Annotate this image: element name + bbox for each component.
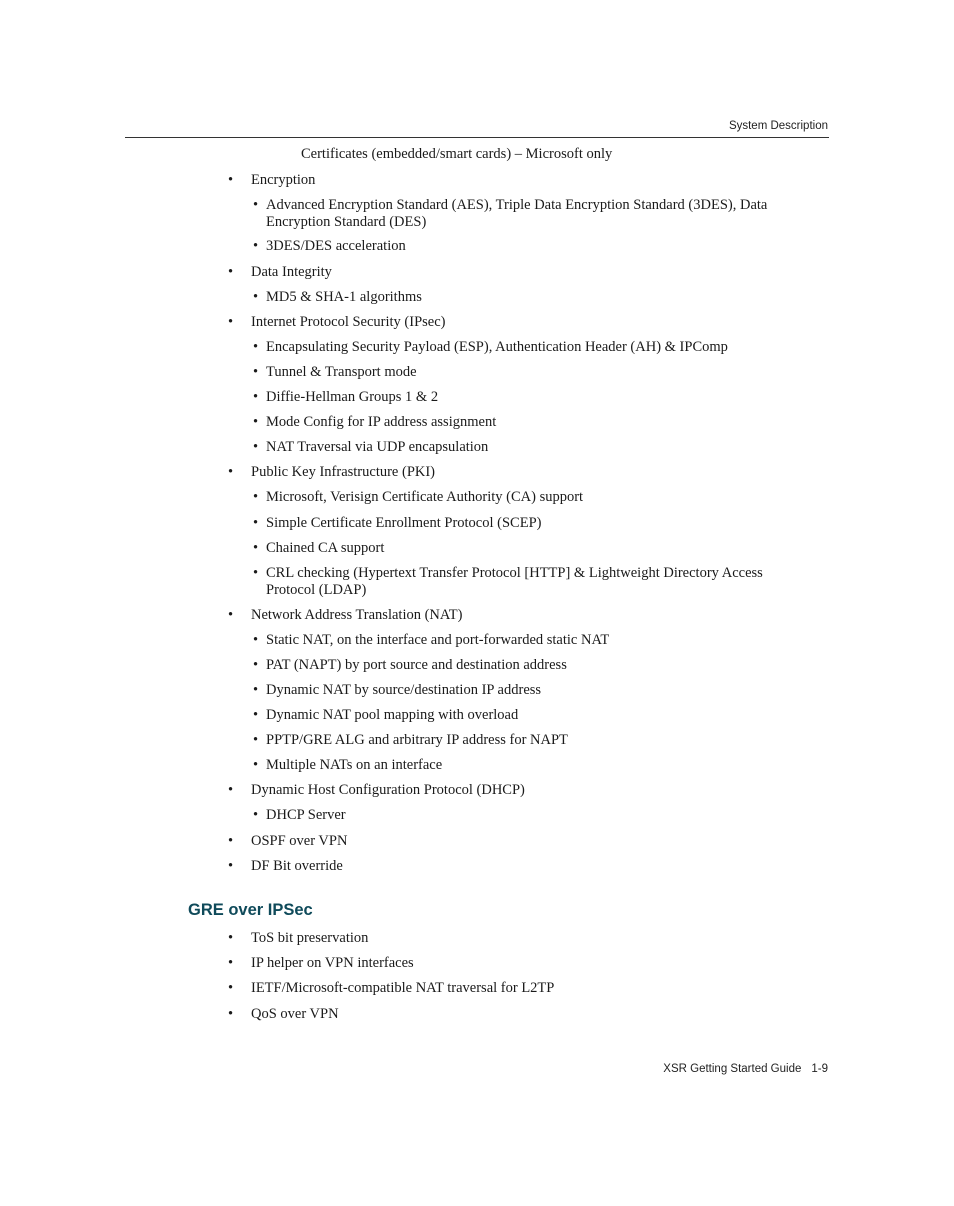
running-header: System Description	[728, 120, 828, 132]
bullet: •	[228, 264, 234, 280]
bullet: •	[253, 757, 259, 773]
bullet: •	[253, 707, 259, 723]
bullet: •	[253, 540, 259, 556]
bullet: •	[228, 607, 234, 623]
section-heading: GRE over IPSec	[188, 901, 313, 919]
bullet: •	[253, 565, 259, 581]
bullet: •	[228, 314, 234, 330]
running-footer	[663, 1063, 828, 1075]
bullet: •	[228, 930, 234, 946]
sub-list-item: • PAT (NAPT) by port source and destination address	[253, 657, 567, 673]
list-item-dhcp: • Dynamic Host Configuration Protocol (DHCP)	[228, 782, 525, 798]
sub-list-item: • NAT Traversal via UDP encapsulation	[253, 439, 489, 455]
sub-list-item: • Tunnel & Transport mode	[253, 364, 417, 380]
bullet: •	[253, 289, 259, 305]
sub-list-item: • Multiple NATs on an interface	[253, 757, 443, 773]
bullet: •	[253, 238, 259, 254]
sub-list-item: • Diffie-Hellman Groups 1 & 2	[253, 389, 439, 405]
list-item-ipsec: • Internet Protocol Security (IPsec)	[228, 314, 446, 330]
bullet: •	[253, 657, 259, 673]
bullet: •	[253, 489, 259, 505]
bullet: •	[228, 858, 234, 874]
page-number: 1-9	[811, 1063, 828, 1075]
list-item: • IETF/Microsoft-compatible NAT traversal for L2TP	[228, 980, 555, 996]
list-item: • Encryption	[228, 172, 316, 188]
sub-list-item: • Advanced Encryption Standard (AES), Triple Data Encryption Standard (3DES), Data Encryption Standard (DES)	[253, 197, 768, 230]
bullet: •	[253, 439, 259, 455]
continued-line: Certificates (embedded/smart cards) – Microsoft only	[301, 146, 613, 162]
bullet: •	[253, 515, 259, 531]
bullet: •	[253, 339, 259, 355]
bullet: •	[253, 732, 259, 748]
bullet: •	[253, 807, 259, 823]
sub-list-item: • Dynamic NAT by source/destination IP address	[253, 682, 542, 698]
list-item-pki: • Public Key Infrastructure (PKI)	[228, 464, 436, 480]
list-item-df-bit: • DF Bit override	[228, 858, 343, 874]
bullet: •	[228, 782, 234, 798]
bullet: •	[228, 955, 234, 971]
bullet: •	[253, 364, 259, 380]
guide-title: XSR Getting Started Guide	[663, 1063, 802, 1075]
list-item-nat: • Network Address Translation (NAT)	[228, 607, 463, 623]
sub-list-item: • Simple Certificate Enrollment Protocol (SCEP)	[253, 515, 542, 531]
sub-list-item: • Chained CA support	[253, 540, 385, 556]
sub-list-item: • Static NAT, on the interface and port-forwarded static NAT	[253, 632, 610, 648]
sub-list-item: • MD5 & SHA-1 algorithms	[253, 289, 422, 305]
bullet: •	[228, 833, 234, 849]
header-rule	[125, 137, 829, 138]
list-item-encryption	[0, 172, 954, 189]
bullet: •	[253, 414, 259, 430]
bullet: •	[253, 389, 259, 405]
bullet: •	[253, 632, 259, 648]
sub-list-item: • DHCP Server	[253, 807, 346, 823]
sub-list-item: • Encapsulating Security Payload (ESP), Authentication Header (AH) & IPComp	[253, 339, 728, 355]
list-item: • IP helper on VPN interfaces	[228, 955, 414, 971]
sub-list-item: • Dynamic NAT pool mapping with overload	[253, 707, 519, 723]
sub-list-item: • 3DES/DES acceleration	[253, 238, 406, 254]
sub-list-item: • Mode Config for IP address assignment	[253, 414, 497, 430]
bullet: •	[228, 172, 234, 188]
bullet: •	[253, 197, 259, 213]
sub-list-item: • CRL checking (Hypertext Transfer Protocol [HTTP] & Lightweight Directory Access Protocol (LDAP)	[253, 565, 763, 598]
bullet: •	[228, 1006, 234, 1022]
bullet: •	[228, 464, 234, 480]
list-item: • QoS over VPN	[228, 1006, 339, 1022]
bullet: •	[253, 682, 259, 698]
list-item-data-integrity: • Data Integrity	[228, 264, 332, 280]
bullet: •	[228, 980, 234, 996]
list-item: • ToS bit preservation	[228, 930, 369, 946]
sub-list-item: • Microsoft, Verisign Certificate Authority (CA) support	[253, 489, 584, 505]
sub-list-item: • PPTP/GRE ALG and arbitrary IP address for NAPT	[253, 732, 568, 748]
list-item-ospf: • OSPF over VPN	[228, 833, 348, 849]
